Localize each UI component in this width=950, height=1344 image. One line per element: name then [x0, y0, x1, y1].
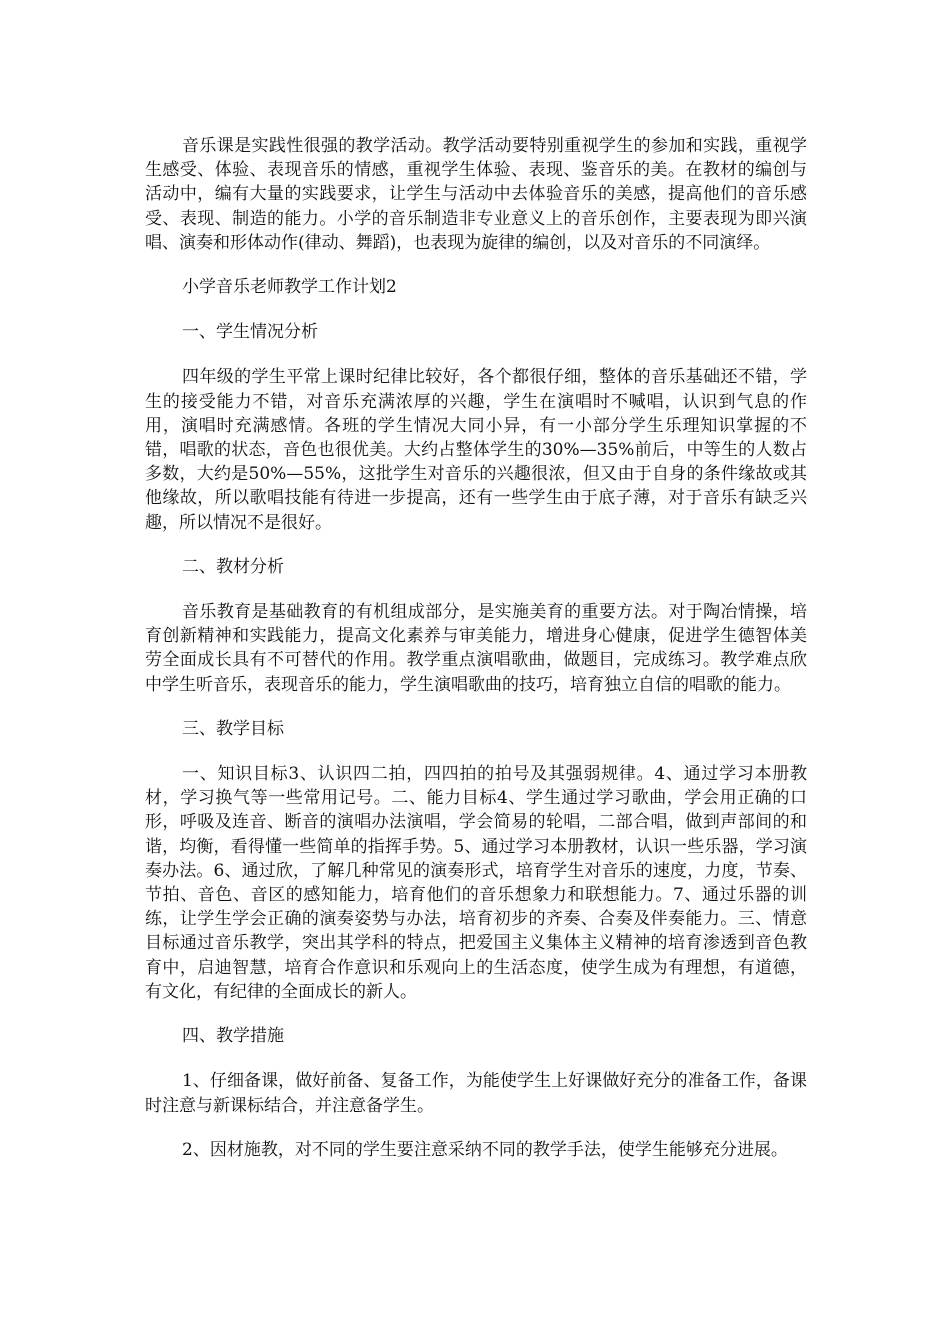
paragraph-textbook-analysis: 音乐教育是基础教育的有机组成部分，是实施美育的重要方法。对于陶冶情操，培育创新精神和实践能力，提高文化素养与审美能力，增进身心健康，促进学生德智体美劳全面成长具有不可替代的作用。教学重点演唱歌曲，做题目，完成练习。教学难点欣中学生听音乐，表现音乐的能力，学生演唱歌曲的技巧，培育独立自信的唱歌的能力。	[145, 602, 807, 695]
paragraph-intro: 音乐课是实践性很强的教学活动。教学活动要特别重视学生的参加和实践，重视学生感受、体验、表现音乐的情感，重视学生体验、表现、鉴音乐的美。在教材的编创与活动中，编有大量的实践要求，让学生与活动中去体验音乐的美感，提高他们的音乐感受、表现、制造的能力。小学的音乐制造非专业意义上的音乐创作，主要表现为即兴演唱、演奏和形体动作(律动、舞蹈)，也表现为旋律的编创，以及对音乐的不同演绎。	[145, 136, 807, 253]
paragraph-measure-2: 2、因材施教，对不同的学生要注意采纳不同的教学手法，使学生能够充分进展。	[182, 1139, 788, 1160]
heading-student-analysis: 一、学生情况分析	[182, 322, 318, 343]
heading-textbook-analysis: 二、教材分析	[182, 556, 284, 577]
paragraph-teaching-goals: 一、知识目标3、认识四二拍，四四拍的拍号及其强弱规律。4、通过学习本册教材，学习换气等一些常用记号。二、能力目标4、学生通过学习歌曲，学会用正确的口形，呼吸及连音、断音的演唱办法演唱，学会简易的轮唱，二部合唱，做到声部间的和谐，均衡，看得懂一些简单的指挥手势。5、通过学习本册教材，认识一些乐器，学习演奏办法。6、通过欣，了解几种常见的演奏形式，培育学生对音乐的速度，力度，节奏、节拍、音色、音区的感知能力，培育他们的音乐想象力和联想能力。7、通过乐器的训练，让学生学会正确的演奏姿势与办法，培育初步的齐奏、合奏及伴奏能力。三、情意目标通过音乐教学，突出其学科的特点，把爱国主义集体主义精神的培育渗透到音色教育中，启迪智慧，培育合作意识和乐观向上的生活态度，使学生成为有理想，有道德，有文化，有纪律的全面成长的新人。	[145, 764, 807, 1002]
heading-teaching-measures: 四、教学措施	[182, 1026, 284, 1047]
document-body	[145, 134, 807, 1182]
paragraph-student-analysis: 四年级的学生平常上课时纪律比较好，各个都很仔细，整体的音乐基础还不错，学生的接受能力不错，对音乐充满浓厚的兴趣，学生在演唱时不喊唱，认识到气息的作用，演唱时充满感情。各班的学生情况大同小异，有一小部分学生乐理知识掌握的不错，唱歌的状态，音色也很优美。大约占整体学生的30%—35%前后，中等生的人数占多数，大约是50%—55%，这批学生对音乐的兴趣很浓，但又由于自身的条件缘故或其他缘故，所以歌唱技能有待进一步提高，还有一些学生由于底子薄，对于音乐有缺乏兴趣，所以情况不是很好。	[145, 367, 807, 533]
paragraph-measure-1: 1、仔细备课，做好前备、复备工作，为能使学生上好课做好充分的准备工作，备课时注意与新课标结合，并注意备学生。	[145, 1071, 807, 1116]
section-title-plan-2: 小学音乐老师教学工作计划2	[182, 277, 397, 298]
heading-teaching-goals: 三、教学目标	[182, 718, 284, 739]
